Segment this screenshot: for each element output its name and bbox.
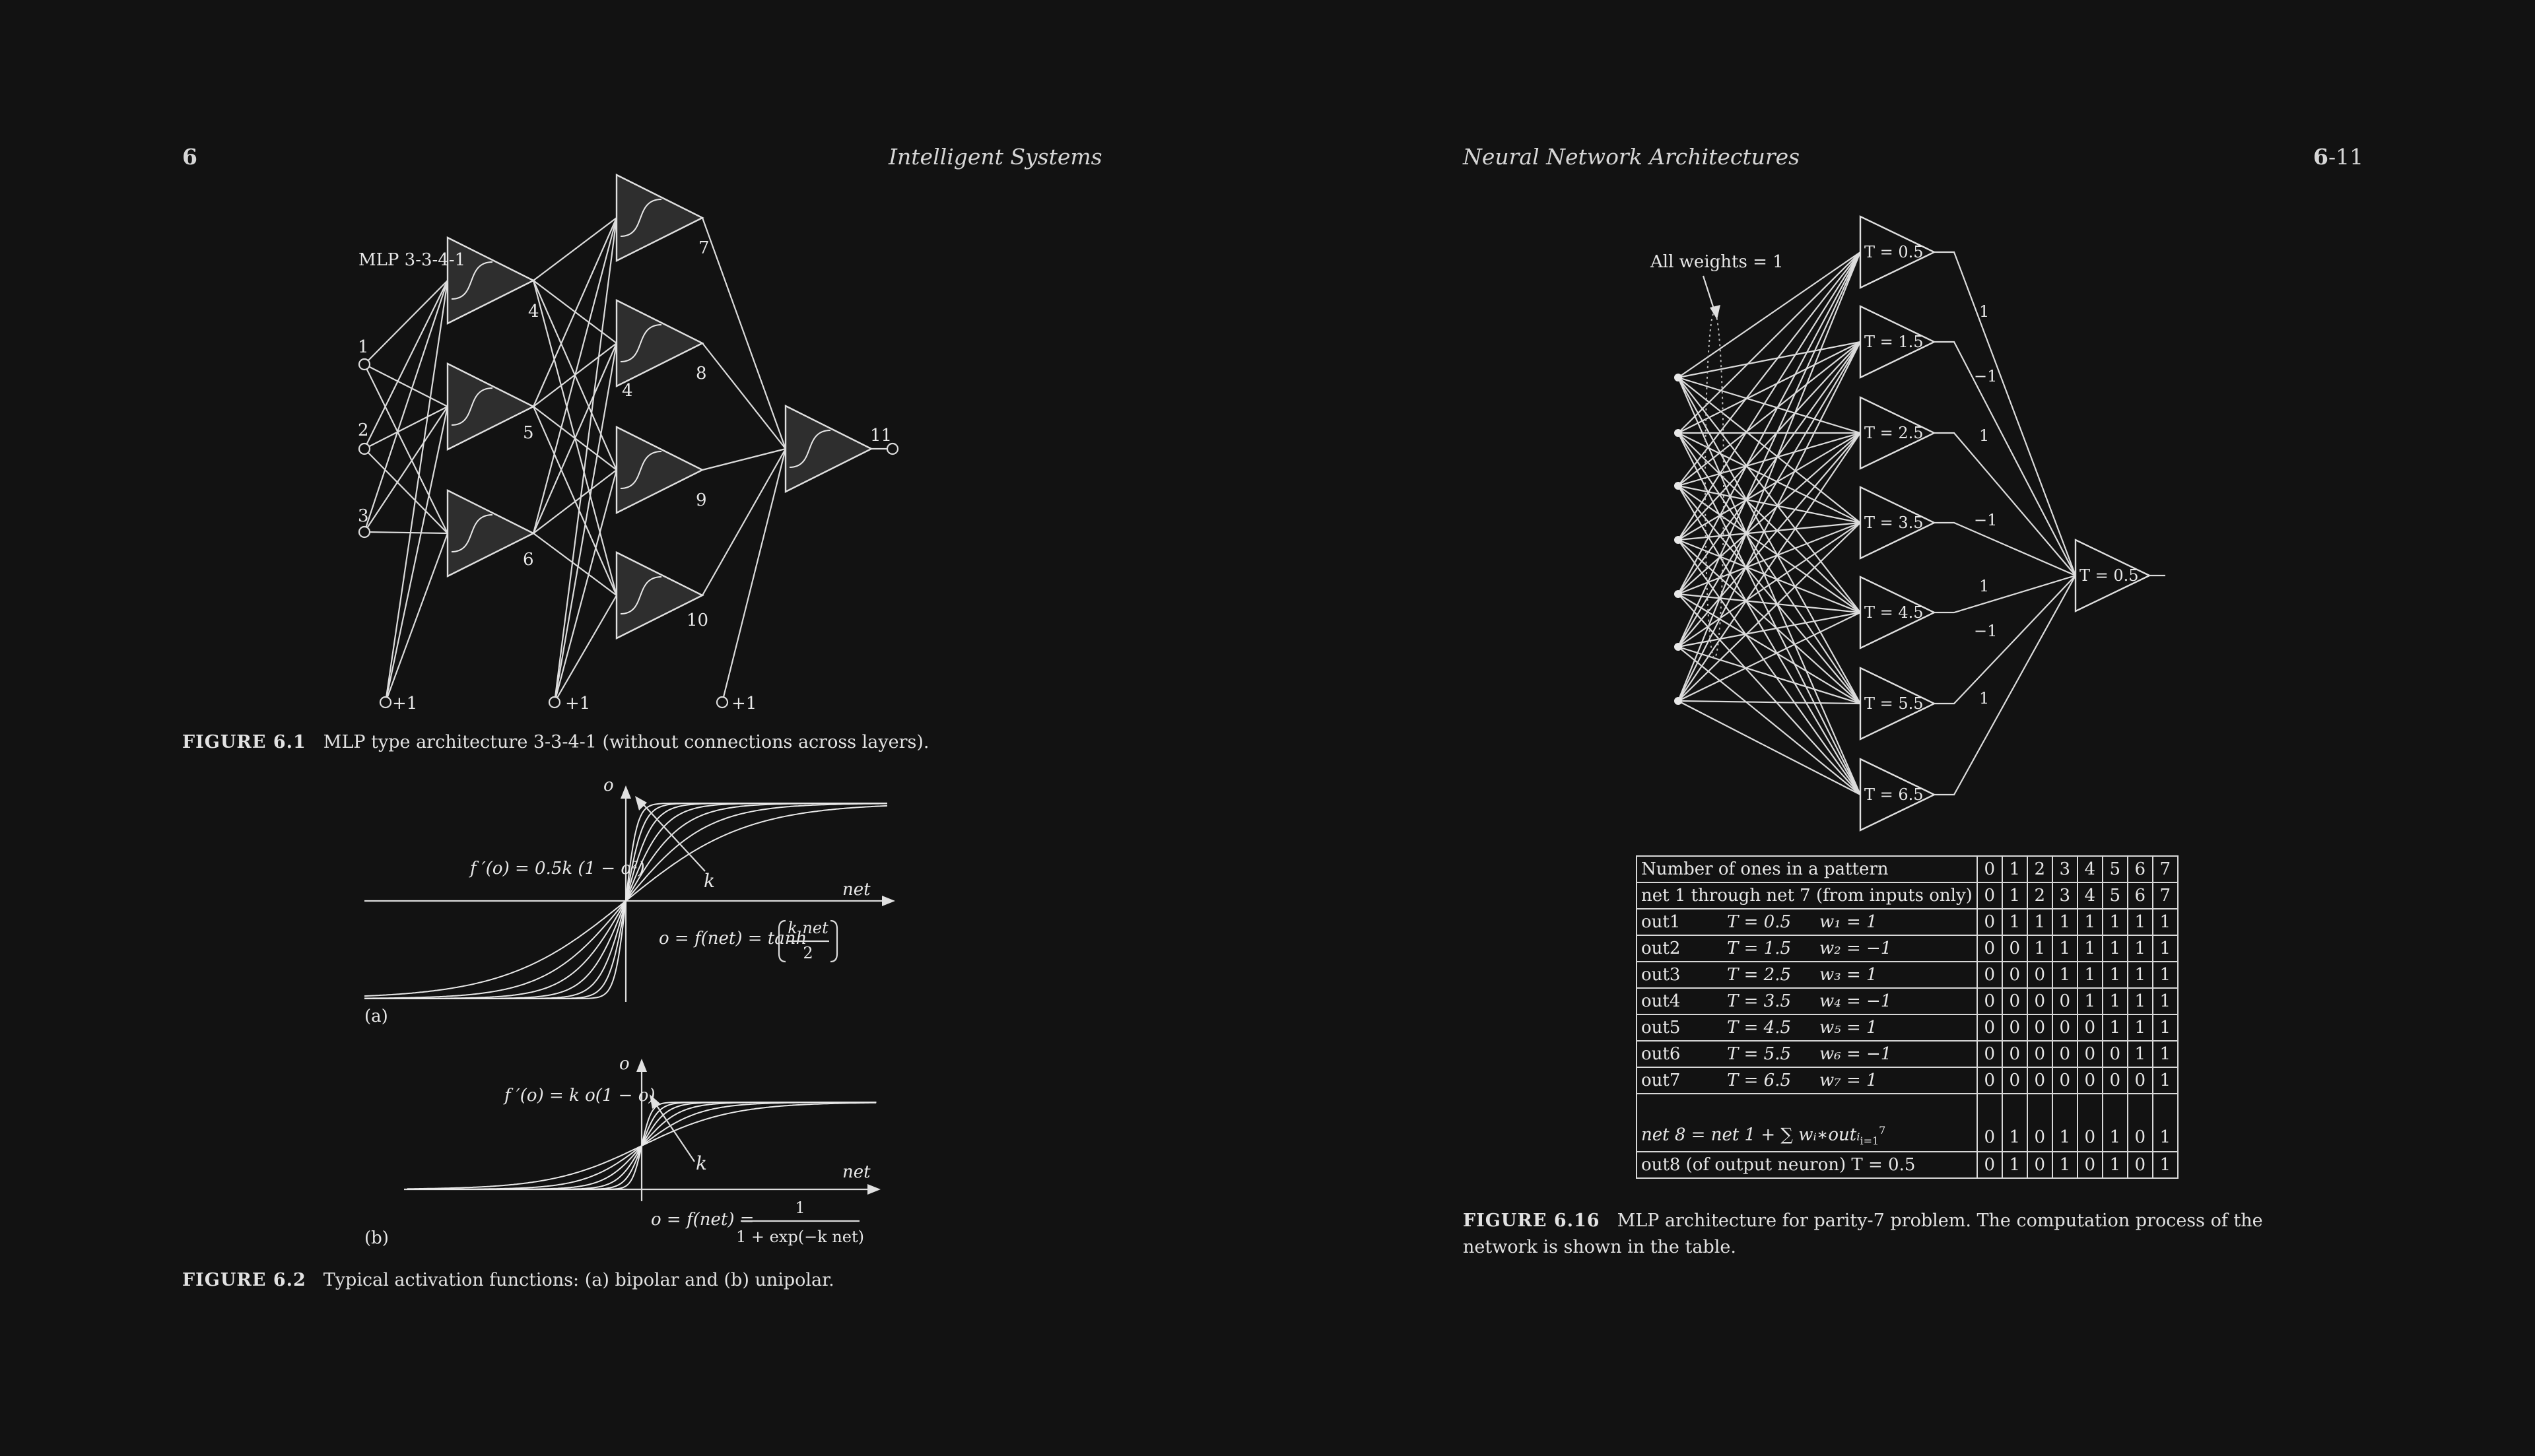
- bit-cell: 0: [2027, 988, 2052, 1014]
- bit-cell: 1: [2103, 935, 2128, 962]
- bit-cell: 1: [2128, 909, 2153, 935]
- bit-cell: 1: [2153, 1152, 2178, 1178]
- bit-cell: 6: [2128, 856, 2153, 882]
- y-axis-label: o: [619, 1054, 630, 1074]
- bit-cell: 4: [2078, 856, 2103, 882]
- output-label-11: 11: [870, 426, 893, 446]
- bit-cell: 1: [2103, 988, 2128, 1014]
- fraction-numerator: k net: [788, 919, 828, 937]
- bit-cell: 0: [2078, 1014, 2103, 1041]
- bit-cell: 5: [2103, 882, 2128, 909]
- bit-cell: 1: [2002, 1152, 2027, 1178]
- bit-cell: 0: [1977, 988, 2002, 1014]
- running-title: Neural Network Architectures: [1463, 144, 1800, 170]
- bit-cell: 1: [2128, 962, 2153, 988]
- bit-cell: 0: [1977, 856, 2002, 882]
- bit-cell: 0: [1977, 962, 2002, 988]
- bit-cell: 0: [2002, 935, 2027, 962]
- caption-text: MLP type architecture 3-3-4-1 (without connections across layers).: [323, 732, 930, 752]
- out-row-4: out4 T = 3.5 w₄ = −1 0 0 0 0 1 1 1 1: [1637, 988, 2178, 1014]
- k-label: k: [696, 1152, 707, 1174]
- bit-cell: 0: [1977, 1014, 2002, 1041]
- derivative-formula: f ′(o) = 0.5k (1 − o²): [470, 859, 645, 878]
- bit-cell: 4: [2078, 882, 2103, 909]
- bit-cell: 0: [2027, 962, 2052, 988]
- bit-cell: 0: [1977, 1152, 2002, 1178]
- weights-label: All weights = 1: [1650, 252, 1784, 272]
- hidden2-label-7: 7: [698, 238, 710, 258]
- output-weight-2: −1: [1974, 367, 1998, 385]
- mlp-label: MLP 3-3-4-1: [358, 250, 466, 270]
- bit-cell: 1: [2052, 935, 2078, 962]
- bit-cell: 6: [2128, 882, 2153, 909]
- bit-cell: 0: [2027, 1067, 2052, 1094]
- bit-cell: 0: [2027, 1014, 2052, 1041]
- out-row-1: out1 T = 0.5 w₁ = 1 0 1 1 1 1 1 1 1: [1637, 909, 2178, 935]
- bit-cell: 0: [2052, 1014, 2078, 1041]
- fraction-denominator: 1 + exp(−k net): [735, 1228, 865, 1246]
- function-formula: o = f(net) =: [651, 1210, 755, 1230]
- bias-label-3: +1: [731, 694, 757, 713]
- panel-label-b: (b): [364, 1228, 389, 1248]
- bit-cell: 1: [2153, 1041, 2178, 1067]
- input-label-2: 2: [358, 420, 369, 440]
- bit-cell: 1: [2103, 962, 2128, 988]
- parity-7-network-diagram: [1268, 0, 2535, 845]
- bit-cell: 1: [2027, 935, 2052, 962]
- bit-cell: 0: [2103, 1041, 2128, 1067]
- hidden1-label-6: 6: [523, 550, 534, 570]
- caption-number: FIGURE 6.16: [1463, 1210, 1600, 1231]
- bit-cell: 0: [2052, 1067, 2078, 1094]
- bit-cell: 0: [2027, 1041, 2052, 1067]
- bit-cell: 0: [2078, 1094, 2103, 1152]
- output-threshold-label: T = 0.5: [2079, 566, 2139, 585]
- bit-cell: 0: [1977, 1094, 2002, 1152]
- function-formula: o = f(net) = tanh: [659, 929, 807, 948]
- panel-label-a: (a): [364, 1007, 388, 1026]
- bit-cell: 0: [2078, 1067, 2103, 1094]
- threshold-label-6: T = 5.5: [1864, 694, 1924, 713]
- bit-cell: 1: [2153, 909, 2178, 935]
- bit-cell: 1: [2002, 882, 2027, 909]
- running-title: Intelligent Systems: [889, 144, 1102, 170]
- hidden2-label-9: 9: [696, 490, 707, 510]
- bit-cell: 1: [2052, 1152, 2078, 1178]
- bit-cell: 0: [2128, 1152, 2153, 1178]
- y-axis-label: o: [603, 776, 614, 795]
- bit-cell: 1: [2128, 988, 2153, 1014]
- bit-cell: 0: [2002, 988, 2027, 1014]
- right-page: [1268, 0, 2535, 1456]
- fraction-numerator: 1: [795, 1199, 805, 1217]
- bit-cell: 1: [2078, 962, 2103, 988]
- page-number: 6: [182, 144, 197, 170]
- bit-cell: 2: [2027, 882, 2052, 909]
- bit-cell: 1: [2002, 909, 2027, 935]
- bit-cell: 3: [2052, 882, 2078, 909]
- threshold-label-1: T = 0.5: [1864, 243, 1924, 261]
- bit-cell: 1: [2052, 909, 2078, 935]
- hidden1-label-4: 4: [528, 302, 539, 321]
- threshold-label-2: T = 1.5: [1864, 333, 1924, 351]
- output-weight-6: −1: [1974, 622, 1998, 640]
- out-row-2: out2 T = 1.5 w₂ = −1 0 0 1 1 1 1 1 1: [1637, 935, 2178, 962]
- x-axis-label: net: [842, 880, 871, 900]
- output-weight-7: 1: [1979, 689, 1990, 708]
- bit-cell: 1: [2153, 1094, 2178, 1152]
- bit-cell: 1: [2078, 988, 2103, 1014]
- bit-cell: 0: [2027, 1094, 2052, 1152]
- hidden2-label-8: 8: [696, 364, 707, 383]
- out-row-5: out5 T = 4.5 w₅ = 1 0 0 0 0 0 1 1 1: [1637, 1014, 2178, 1041]
- net-row: net 1 through net 7 (from inputs only) 0 1 2 3 4 5 6 7: [1637, 882, 2178, 909]
- bit-cell: 0: [1977, 1041, 2002, 1067]
- bit-cell: 1: [2153, 988, 2178, 1014]
- caption-number: FIGURE 6.1: [182, 732, 306, 752]
- bit-cell: 1: [2128, 935, 2153, 962]
- bit-cell: 1: [2103, 1152, 2128, 1178]
- page-number: 6-11: [2313, 144, 2364, 170]
- bit-cell: 0: [1977, 1067, 2002, 1094]
- hidden1-label-5: 5: [523, 423, 534, 443]
- bit-cell: 0: [2002, 1014, 2027, 1041]
- bit-cell: 0: [2128, 1094, 2153, 1152]
- header-row: Number of ones in a pattern 0 1 2 3 4 5 6 7: [1637, 856, 2178, 882]
- bit-cell: 1: [2052, 1094, 2078, 1152]
- threshold-label-5: T = 4.5: [1864, 603, 1924, 622]
- bit-cell: 1: [2002, 856, 2027, 882]
- bit-cell: 0: [1977, 882, 2002, 909]
- bit-cell: 0: [2078, 1152, 2103, 1178]
- out8-row: out8 (of output neuron) T = 0.5 0 1 0 1 0 1 0 1: [1637, 1152, 2178, 1178]
- out-row-6: out6 T = 5.5 w₆ = −1 0 0 0 0 0 0 1 1: [1637, 1041, 2178, 1067]
- bit-cell: 0: [2027, 1152, 2052, 1178]
- figure-6-16-caption: [1463, 1208, 2321, 1261]
- input-label-3: 3: [358, 506, 369, 526]
- bias-label-1: +1: [392, 694, 418, 713]
- bit-cell: 0: [2002, 1041, 2027, 1067]
- bit-cell: 3: [2052, 856, 2078, 882]
- bit-cell: 1: [2103, 1094, 2128, 1152]
- bit-cell: 1: [2078, 935, 2103, 962]
- bit-cell: 1: [2153, 962, 2178, 988]
- bit-cell: 7: [2153, 882, 2178, 909]
- threshold-label-7: T = 6.5: [1864, 785, 1924, 804]
- output-weight-5: 1: [1979, 577, 1990, 595]
- input-label-1: 1: [358, 337, 369, 357]
- caption-text: Typical activation functions: (a) bipolar and (b) unipolar.: [323, 1270, 834, 1290]
- derivative-formula: f ′(o) = k o(1 − o): [504, 1086, 656, 1106]
- bit-cell: 0: [2103, 1067, 2128, 1094]
- bit-cell: 0: [2002, 1067, 2027, 1094]
- bit-cell: 0: [2128, 1067, 2153, 1094]
- output-weight-1: 1: [1979, 302, 1990, 321]
- bit-cell: 5: [2103, 856, 2128, 882]
- net8-row: net 8 = net 1 + ∑ wᵢ∗outᵢ$_{i=1}^7$ 0 1 0 1 0 1 0 1: [1637, 1094, 2178, 1152]
- bit-cell: 0: [1977, 909, 2002, 935]
- x-axis-label: net: [842, 1162, 871, 1182]
- figure-6-2-caption: [182, 1267, 834, 1294]
- extra-label-4: 4: [622, 381, 633, 401]
- bit-cell: 1: [2103, 909, 2128, 935]
- threshold-label-3: T = 2.5: [1864, 424, 1924, 442]
- bit-cell: 1: [2128, 1041, 2153, 1067]
- bit-cell: 0: [2052, 1041, 2078, 1067]
- bit-cell: 0: [2052, 988, 2078, 1014]
- fraction-denominator: 2: [803, 944, 813, 962]
- bit-cell: 1: [2153, 1067, 2178, 1094]
- bit-cell: 1: [2078, 909, 2103, 935]
- output-weight-3: 1: [1979, 426, 1990, 445]
- bit-cell: 1: [2153, 1014, 2178, 1041]
- bit-cell: 0: [1977, 935, 2002, 962]
- bit-cell: 1: [2153, 935, 2178, 962]
- threshold-label-4: T = 3.5: [1864, 513, 1924, 532]
- bit-cell: 1: [2002, 1094, 2027, 1152]
- bit-cell: 0: [2078, 1041, 2103, 1067]
- bit-cell: 7: [2153, 856, 2178, 882]
- bit-cell: 1: [2128, 1014, 2153, 1041]
- caption-text: MLP architecture for parity-7 problem. The computation process of the network is shown in the table.: [1463, 1210, 2263, 1257]
- bit-cell: 1: [2052, 962, 2078, 988]
- k-label: k: [704, 870, 715, 892]
- bit-cell: 0: [2002, 962, 2027, 988]
- output-weight-4: −1: [1974, 511, 1998, 529]
- out-row-3: out3 T = 2.5 w₃ = 1 0 0 0 1 1 1 1 1: [1637, 962, 2178, 988]
- out-row-7: out7 T = 6.5 w₇ = 1 0 0 0 0 0 0 0 1: [1637, 1067, 2178, 1094]
- bit-cell: 2: [2027, 856, 2052, 882]
- parity-computation-table: [1636, 855, 2179, 1179]
- bit-cell: 1: [2103, 1014, 2128, 1041]
- hidden2-label-10: 10: [687, 611, 709, 630]
- caption-number: FIGURE 6.2: [182, 1270, 306, 1290]
- bias-label-2: +1: [565, 694, 591, 713]
- bit-cell: 1: [2027, 909, 2052, 935]
